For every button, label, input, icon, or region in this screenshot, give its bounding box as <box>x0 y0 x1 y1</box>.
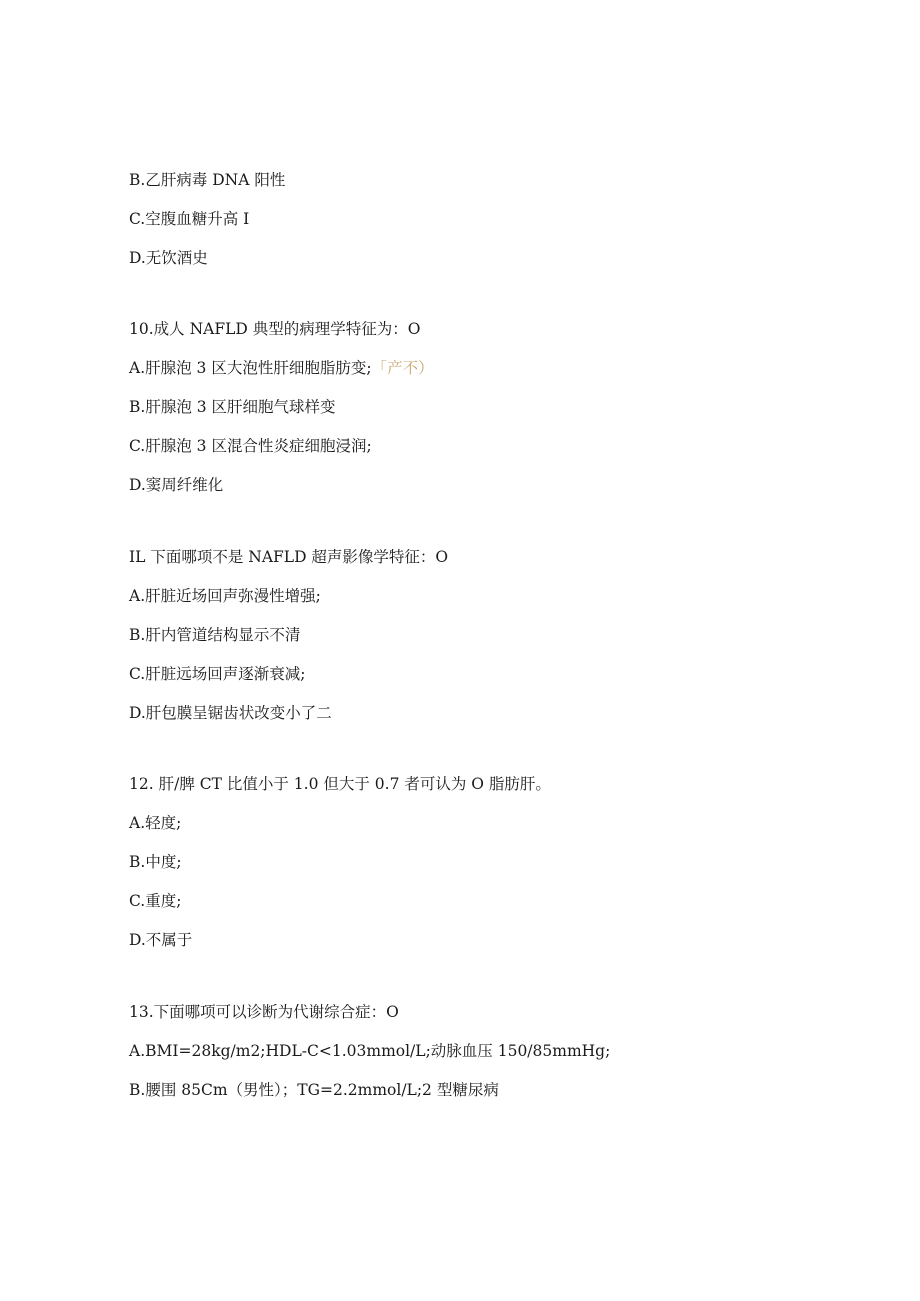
q12-option-c: C.重度; <box>129 892 182 910</box>
q10-option-a-text: A.肝腺泡 3 区大泡性肝细胞脂肪变; <box>129 359 372 377</box>
q12-stem: 12. 肝/脾 CT 比值小于 1.0 但大于 0.7 者可认为 O 脂肪肝。 <box>129 775 551 793</box>
handwritten-annotation: 「产不） <box>371 359 434 377</box>
q11-option-c: C.肝脏远场回声逐渐衰减; <box>129 665 306 683</box>
q12-option-a: A.轻度; <box>129 814 182 832</box>
q13-stem: 13.下面哪项可以诊断为代谢综合症：O <box>129 1003 399 1021</box>
q13-option-b: B.腰围 85Cm（男性）；TG=2.2mmol/L;2 型糖尿病 <box>129 1081 499 1099</box>
q12-option-d: D.不属于 <box>129 931 193 949</box>
q11-option-b: B.肝内管道结构显示不清 <box>129 626 301 644</box>
q11-option-d: D.肝包膜呈锯齿状改变小了二 <box>129 704 332 722</box>
q10-stem: 10.成人 NAFLD 典型的病理学特征为：O <box>129 320 421 338</box>
q9-option-d: D.无饮酒史 <box>129 249 208 267</box>
q11-option-a: A.肝脏近场回声弥漫性增强; <box>129 587 321 605</box>
q10-option-c: C.肝腺泡 3 区混合性炎症细胞浸润; <box>129 437 372 455</box>
q10-option-a <box>129 358 434 378</box>
q11-stem: IL 下面哪项不是 NAFLD 超声影像学特征：O <box>129 548 449 566</box>
q9-option-c: C.空腹血糖升高 I <box>129 210 250 228</box>
q13-option-a: A.BMI=28kg/m2;HDL-C<1.03mmol/L;动脉血压 150/85mmHg; <box>129 1042 611 1060</box>
q9-option-b: B.乙肝病毒 DNA 阳性 <box>129 171 286 189</box>
q12-option-b: B.中度; <box>129 853 182 871</box>
q10-option-d: D.窦周纤维化 <box>129 476 224 494</box>
q10-option-b: B.肝腺泡 3 区肝细胞气球样变 <box>129 398 336 416</box>
